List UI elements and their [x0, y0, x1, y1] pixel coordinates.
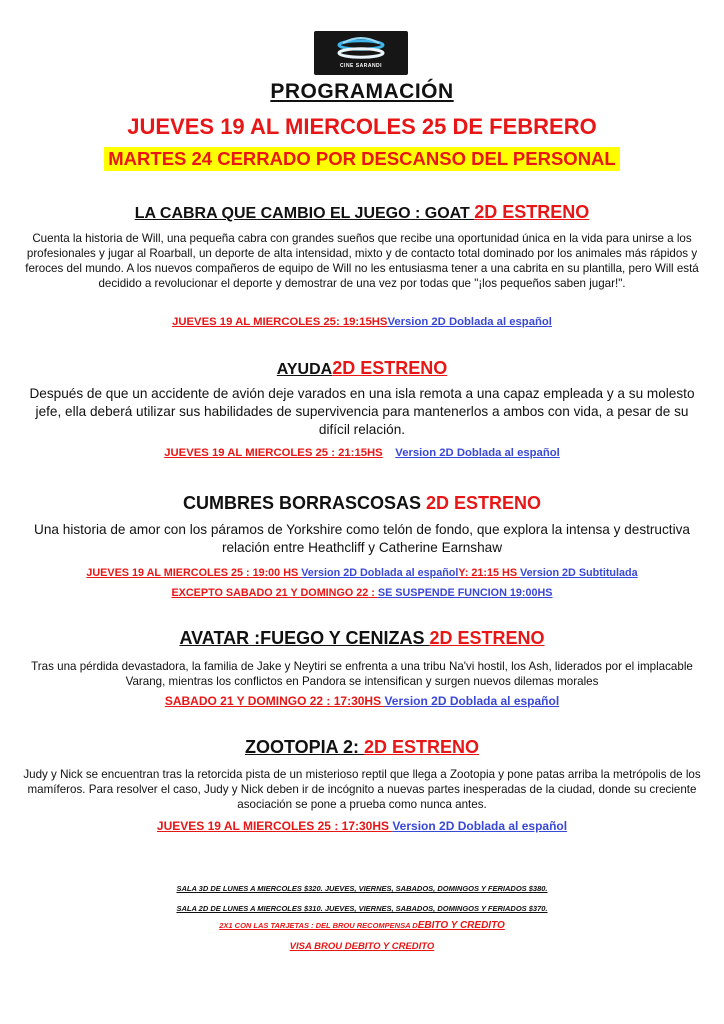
- promo-big: EBITO Y CREDITO: [417, 920, 505, 931]
- showtime-schedule-2: Y: 21:15 HS: [458, 567, 521, 579]
- movie-title-zootopia: [0, 737, 724, 758]
- exception-detail: SE SUSPENDE FUNCION 19:00HS: [377, 587, 553, 599]
- showtime-schedule: JUEVES 19 AL MIERCOLES 25 : 19:00 HS: [86, 567, 302, 579]
- showtime-version: Version 2D Doblada al español: [395, 447, 560, 459]
- promo-visa: VISA BROU DEBITO Y CREDITO: [289, 941, 435, 952]
- showtime-row-goat: [0, 316, 724, 328]
- date-range-heading: JUEVES 19 AL MIERCOLES 25 DE FEBRERO: [127, 114, 597, 139]
- closed-notice-row: [0, 147, 724, 171]
- movie-title-avatar: [0, 628, 724, 649]
- movie-tag: 2D ESTRENO: [363, 737, 480, 757]
- movie-title-text: AYUDA: [276, 361, 333, 378]
- exception-row-cumbres: [0, 587, 724, 599]
- movie-description-ayuda: Después de que un accidente de avión deje varados en una isla remota a una capaz empleada y a su molesto jefe, ella deberá utilizar sus habilidades de supervivencia para mantenerlos a ambos con vida, a pesar de su difícil relación.: [29, 386, 695, 437]
- movie-description-goat: Cuenta la historia de Will, una pequeña cabra con grandes sueños que recibe una oportunidad única en la vida para unirse a los profesionales y jugar al Roarball, un deporte de alta intensidad, mixto y de contacto total dominado por los animales más rápidos y feroces del mundo. A los nuevos compañeros de equipo de Will no les entusiasma tener a una cabrita en su plantilla, pero Will está decidido a revolucionar el deporte y demostrar de una vez por todas que "¡los pequeños saben jugar!".: [25, 232, 699, 290]
- showtime-version: Version 2D Doblada al español: [392, 819, 568, 833]
- promo-small: 2X1 CON LAS TARJETAS : DEL BROU RECOMPENSA D: [219, 921, 418, 930]
- prices-3d: SALA 3D DE LUNES A MIERCOLES $320. JUEVES, VIERNES, SABADOS, DOMINGOS Y FERIADOS $380.: [176, 884, 548, 893]
- showtime-row-avatar: [0, 694, 724, 708]
- movie-description-cumbres: Una historia de amor con los páramos de Yorkshire como telón de fondo, que explora la intensa y destructiva relación entre Heathcliff y Catherine Earnshaw: [34, 522, 690, 555]
- showtime-version: Version 2D Doblada al español: [384, 694, 560, 708]
- movie-title-text: LA CABRA QUE CAMBIO EL JUEGO : GOAT: [134, 205, 475, 222]
- showtime-row-ayuda: [0, 447, 724, 459]
- movie-title-text: CUMBRES BORRASCOSAS: [182, 493, 426, 513]
- showtime-version: Version 2D Doblada al español: [301, 567, 459, 579]
- cine-logo: [314, 31, 408, 75]
- promo-brou-row: [0, 920, 724, 931]
- movie-tag: 2D ESTRENO: [429, 628, 545, 648]
- movie-title-ayuda: [0, 358, 724, 379]
- page-title: PROGRAMACIÓN: [270, 80, 454, 103]
- movie-title-text: AVATAR :FUEGO Y CENIZAS: [179, 628, 430, 648]
- movie-tag: 2D ESTRENO: [474, 202, 590, 222]
- movie-tag: 2D ESTRENO: [426, 493, 542, 513]
- showtime-version: Version 2D Doblada al español: [387, 316, 552, 328]
- movie-tag: 2D ESTRENO: [332, 358, 448, 378]
- logo-text: CINE SARANDI: [339, 63, 383, 69]
- movie-description-zootopia: Judy y Nick se encuentran tras la retorcida pista de un misterioso reptil que llega a Zootopia y pone patas arriba la metrópolis de los mamíferos. Para resolver el caso, Judy y Nick deben ir de incógnito a nuevas partes inesperadas de la ciudad, donde su creciente asociación se pone a prueba como nunca antes.: [23, 768, 701, 811]
- exception-text: EXCEPTO SABADO 21 Y DOMINGO 22 :: [171, 587, 378, 599]
- showtime-schedule: JUEVES 19 AL MIERCOLES 25: 19:15HS: [172, 316, 388, 328]
- showtime-row-zootopia: [0, 819, 724, 833]
- movie-title-text: ZOOTOPIA 2:: [244, 737, 364, 757]
- showtime-version-2: Version 2D Subtitulada: [520, 567, 638, 579]
- showtime-schedule: SABADO 21 Y DOMINGO 22 : 17:30HS: [164, 694, 385, 708]
- movie-title-goat: [0, 202, 724, 223]
- showtime-schedule: JUEVES 19 AL MIERCOLES 25 : 21:15HS: [164, 447, 383, 459]
- movie-title-cumbres: [0, 493, 724, 514]
- showtime-row-cumbres: [0, 567, 724, 579]
- prices-2d: SALA 2D DE LUNES A MIERCOLES $310. JUEVES, VIERNES, SABADOS, DOMINGOS Y FERIADOS $370.: [176, 904, 548, 913]
- movie-description-avatar: Tras una pérdida devastadora, la familia de Jake y Neytiri se enfrenta a una tribu Na'vi hostil, los Ash, liderados por el implacable Varang, mientras los conflictos en Pandora se intensifican y surgen nuevos dilemas morales: [31, 660, 693, 688]
- showtime-schedule: JUEVES 19 AL MIERCOLES 25 : 17:30HS: [156, 819, 393, 833]
- closed-notice: MARTES 24 CERRADO POR DESCANSO DEL PERSONAL: [104, 147, 619, 171]
